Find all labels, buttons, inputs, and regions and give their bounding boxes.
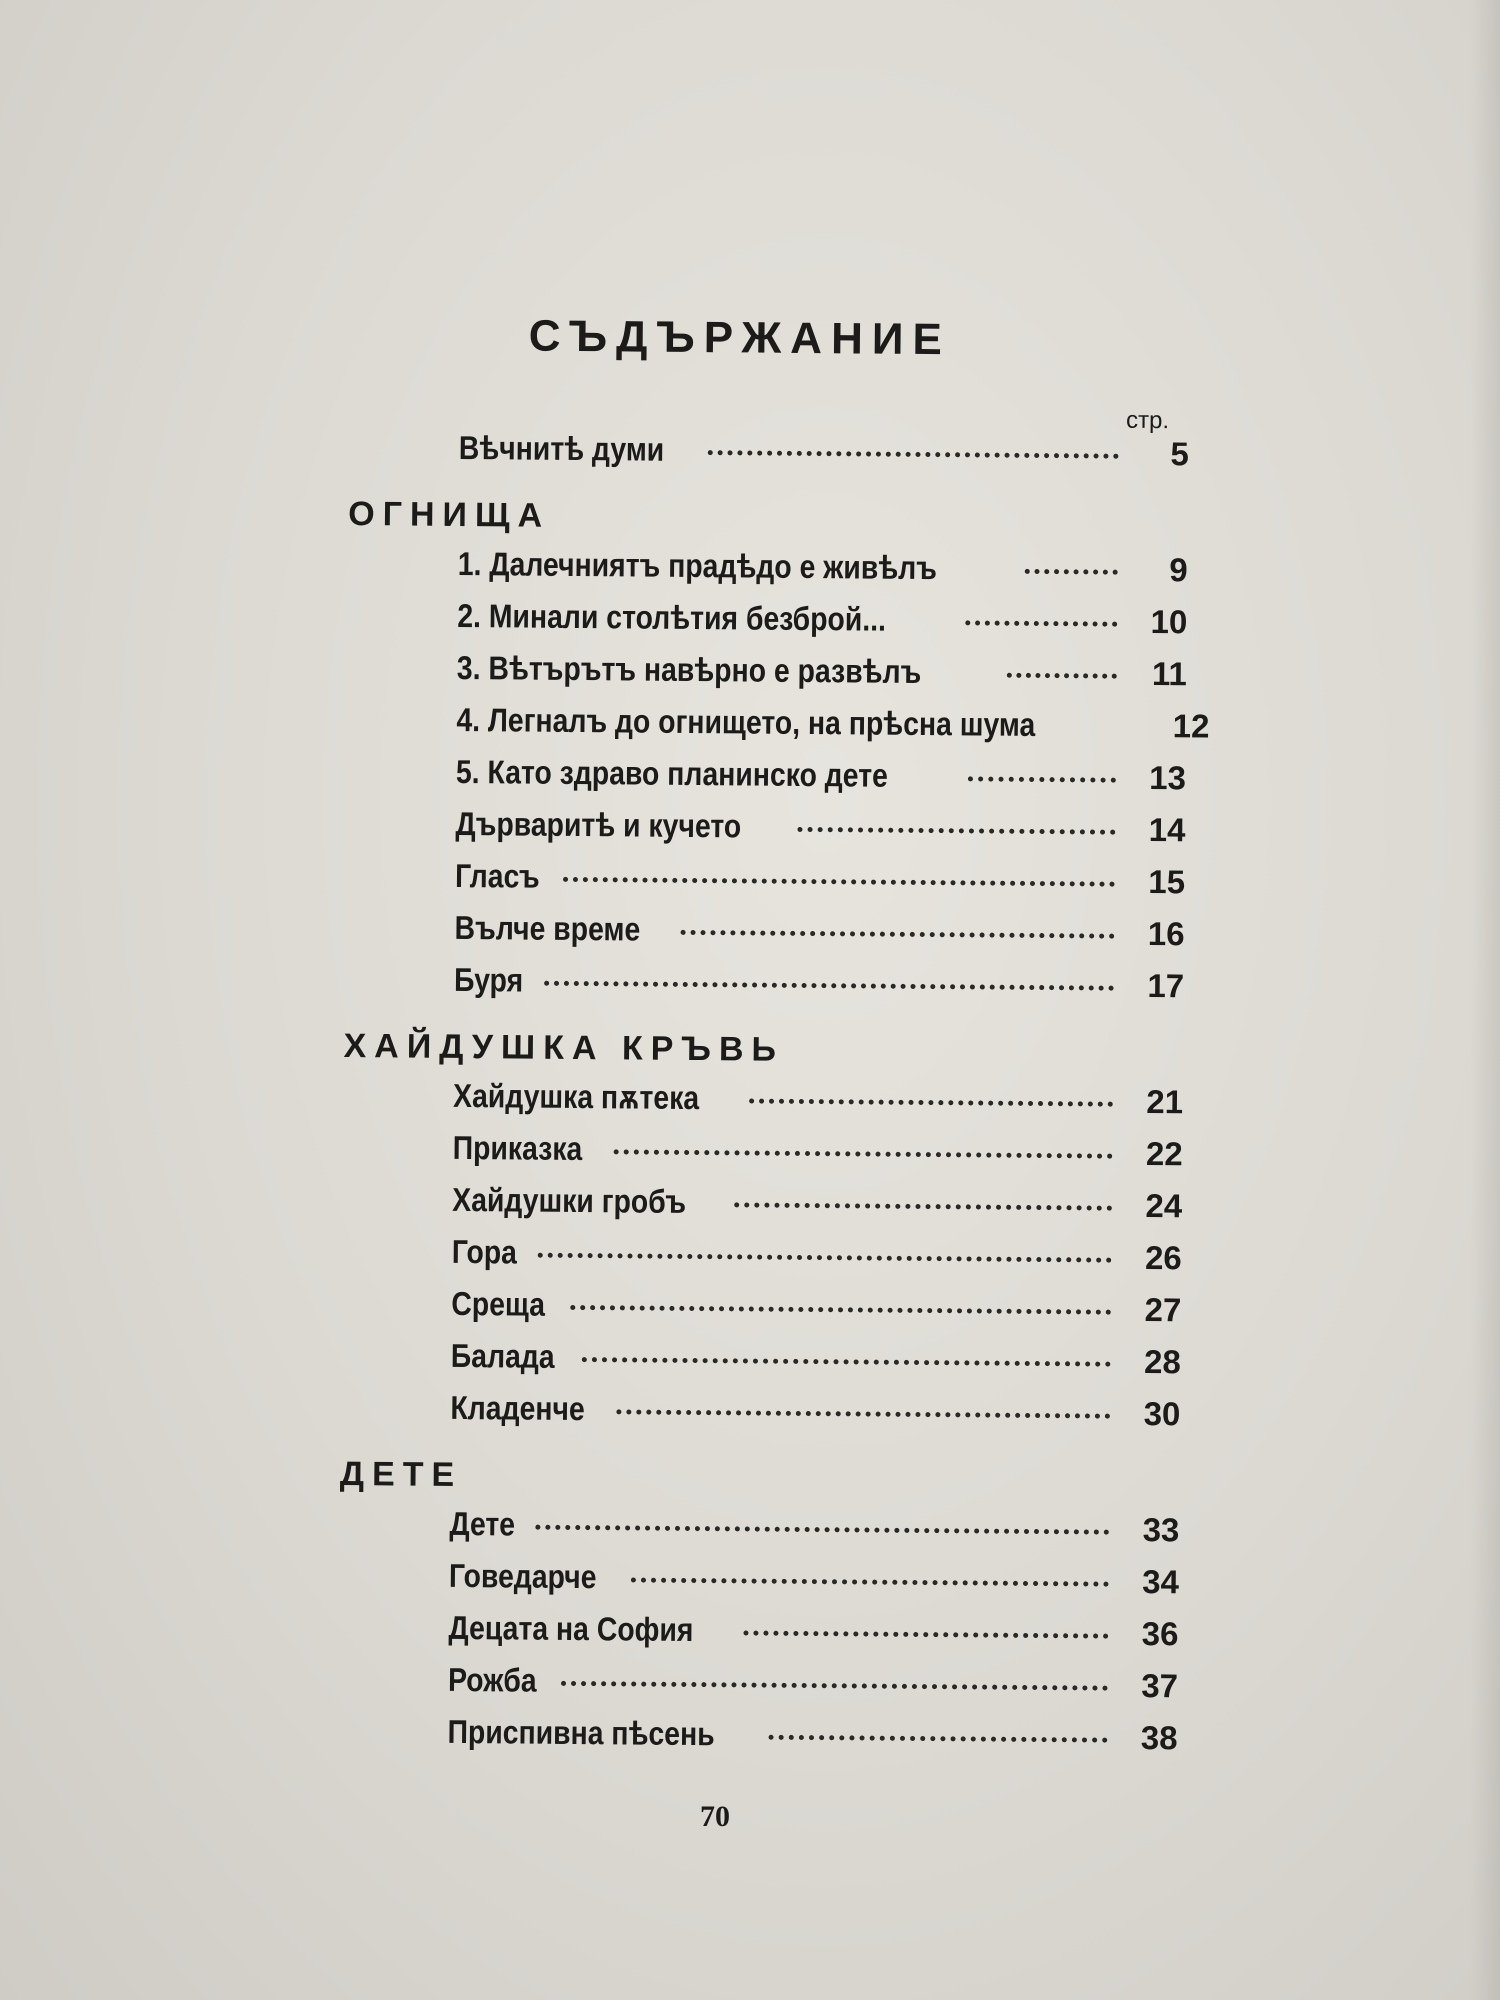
toc-entry <box>339 1504 1179 1563</box>
toc-entry-page: 5 <box>1170 435 1189 473</box>
toc-entry <box>341 1336 1181 1395</box>
dot-leader <box>570 1305 1111 1315</box>
dot-leader <box>536 1525 1110 1535</box>
toc-entry <box>347 648 1187 707</box>
toc-entry <box>339 1556 1179 1615</box>
toc-entry-title: Среща <box>451 1284 546 1323</box>
dot-leader <box>708 450 1119 459</box>
toc-entry-page: 10 <box>1150 602 1188 641</box>
toc-entry-title: 1. Далечниятъ прадѣдо е живѣлъ <box>457 544 938 587</box>
dot-leader <box>561 1681 1108 1691</box>
toc-entry <box>344 908 1184 967</box>
page-title: СЪДЪРЖАНИЕ <box>528 311 952 365</box>
toc-entry <box>345 856 1185 915</box>
dot-leader <box>1025 569 1118 575</box>
toc-entry <box>341 1284 1181 1343</box>
toc-entry-page: 13 <box>1149 758 1187 797</box>
dot-leader <box>966 620 1118 626</box>
toc-entry <box>347 596 1187 655</box>
toc-entry <box>345 804 1185 863</box>
toc-entry <box>349 428 1189 487</box>
section-heading: ХАЙДУШКА КРЪВЬ <box>343 1026 785 1069</box>
dot-leader <box>749 1099 1113 1107</box>
dot-leader <box>1007 673 1117 679</box>
toc-entry-title: Хайдушка пѫтека <box>452 1076 700 1117</box>
toc-entry-page: 12 <box>1172 707 1210 745</box>
page-column-label: стр. <box>1125 406 1170 435</box>
dot-leader <box>617 1409 1111 1418</box>
dot-leader <box>743 1630 1108 1638</box>
dot-leader <box>563 877 1115 887</box>
dot-leader <box>768 1735 1107 1743</box>
toc-entry-title: Дете <box>449 1504 516 1543</box>
dot-leader <box>734 1202 1112 1210</box>
dot-leader <box>630 1577 1108 1586</box>
toc-entry-page: 26 <box>1144 1238 1182 1277</box>
dot-leader <box>582 1357 1111 1367</box>
dot-leader <box>680 930 1114 939</box>
toc-entry <box>337 1712 1177 1771</box>
toc-entry <box>342 1232 1182 1291</box>
section-heading: ДЕТЕ <box>339 1454 463 1494</box>
toc-entry-page: 27 <box>1144 1290 1182 1329</box>
toc-entry-title: Рожба <box>447 1660 537 1699</box>
toc-entry-page: 16 <box>1147 914 1185 953</box>
toc-entry-title: Гласъ <box>454 856 540 895</box>
toc-entry-title: Вълче време <box>454 908 641 948</box>
toc-entry-title: Дърваритѣ и кучето <box>455 804 742 845</box>
toc-entry <box>346 752 1186 811</box>
toc-entry-page: 21 <box>1146 1082 1184 1121</box>
toc-entry-page: 33 <box>1142 1510 1180 1549</box>
toc-entry-page: 28 <box>1143 1342 1182 1381</box>
toc-entry-title: Балада <box>450 1336 555 1375</box>
section-heading: ОГНИЩА <box>348 494 551 535</box>
toc-entry-page: 37 <box>1141 1666 1179 1705</box>
toc-entry-title: 4. Легналъ до огнището, на прѣсна шума <box>456 700 1036 743</box>
toc-entry-page: 9 <box>1169 551 1188 589</box>
toc-entry <box>338 1660 1178 1719</box>
toc-entry-page: 24 <box>1145 1186 1183 1225</box>
toc-entry-title: Хайдушки гробъ <box>452 1180 687 1220</box>
toc-entry <box>342 1180 1182 1239</box>
toc-entry <box>344 960 1184 1019</box>
toc-entry-title: Вѣчнитѣ думи <box>458 428 665 468</box>
toc-entry <box>346 700 1210 759</box>
toc-entry-page: 17 <box>1147 966 1185 1005</box>
toc-entry-title: 3. Вѣтърътъ навѣрно е развѣлъ <box>456 648 922 690</box>
toc-entry-title: Приказка <box>452 1128 583 1168</box>
toc-entry-page: 11 <box>1151 655 1188 693</box>
toc-entry-title: Говедарче <box>448 1556 597 1596</box>
toc-entry <box>343 1076 1183 1135</box>
dot-leader <box>613 1149 1112 1158</box>
dot-leader <box>968 776 1116 782</box>
toc-entry-page: 36 <box>1141 1614 1179 1653</box>
toc-entry-title: 5. Като здраво планинско дете <box>455 752 889 794</box>
toc-entry-title: 2. Минали столѣтия безброй... <box>457 596 887 638</box>
dot-leader <box>537 1253 1111 1263</box>
toc-entry-page: 30 <box>1143 1394 1181 1433</box>
toc-entry <box>342 1128 1182 1187</box>
toc-entry-page: 38 <box>1140 1718 1178 1757</box>
toc-entry <box>348 544 1188 603</box>
toc-entry-title: Кладенче <box>450 1388 585 1428</box>
dot-leader <box>798 827 1116 835</box>
toc-entry-title: Гора <box>451 1232 518 1271</box>
toc-entry-page: 15 <box>1148 862 1186 901</box>
toc-entry-page: 14 <box>1148 810 1186 849</box>
toc-entry <box>338 1608 1178 1667</box>
toc-entry-title: Буря <box>454 960 524 999</box>
toc-entry-page: 34 <box>1142 1562 1180 1601</box>
toc-entry <box>340 1388 1180 1447</box>
table-of-contents <box>337 310 1210 1771</box>
toc-entry-page: 22 <box>1145 1134 1183 1173</box>
dot-leader <box>544 981 1114 991</box>
toc-entry-title: Децата на София <box>448 1608 694 1649</box>
toc-entry-title: Приспивна пѣсень <box>447 1712 715 1753</box>
page-number: 70 <box>700 1800 730 1833</box>
